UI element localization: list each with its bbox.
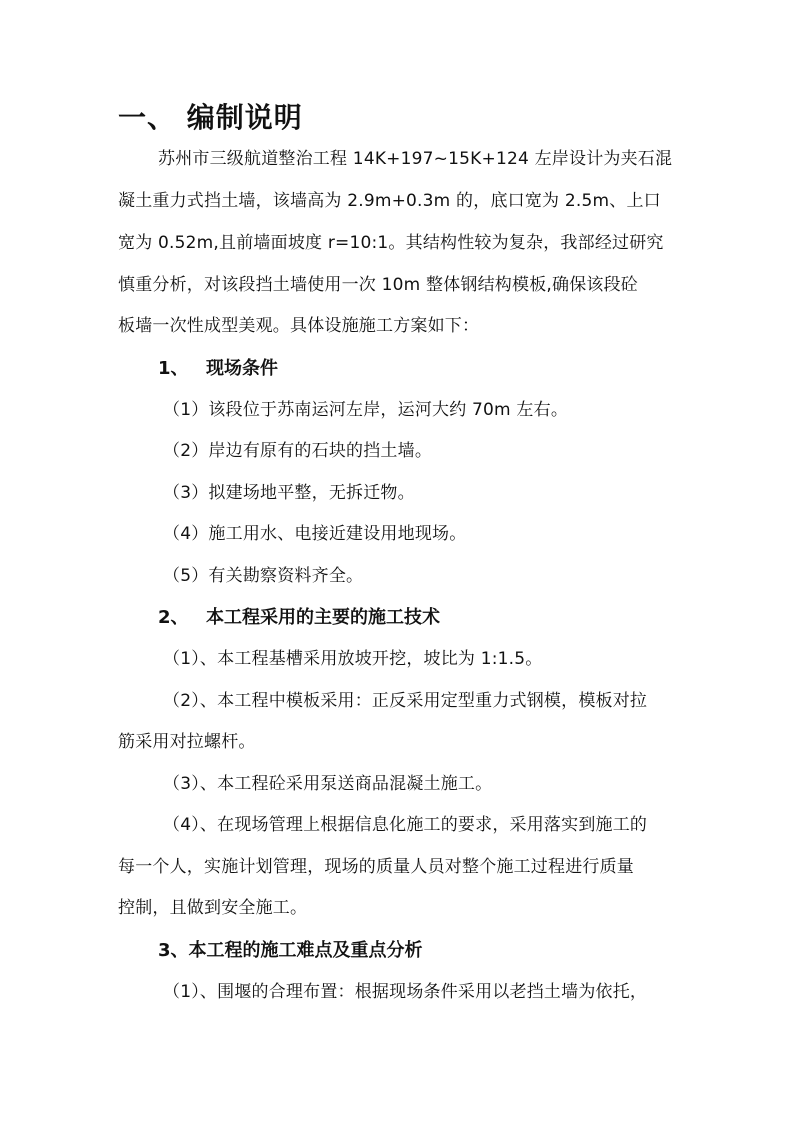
section-1-heading <box>158 357 278 381</box>
section-2-line-3: 筋采用对拉螺杆。 <box>118 732 256 752</box>
section-2-heading <box>158 606 440 630</box>
intro-line-5: 板墙一次性成型美观。具体设施施工方案如下： <box>118 316 480 336</box>
section-3-heading: 3、本工程的施工难点及重点分析 <box>158 940 423 961</box>
section-2-line-2: （2）、本工程中模板采用：正反采用定型重力式钢模，模板对拉 <box>163 691 648 711</box>
page-title: 一、 编制说明 <box>118 101 303 134</box>
section-1-item-1: （1）该段位于苏南运河左岸，运河大约 70m 左右。 <box>163 400 569 420</box>
section-1-title: 现场条件 <box>206 358 278 379</box>
section-2-line-6: 每一个人，实施计划管理，现场的质量人员对整个施工过程进行质量 <box>118 857 634 877</box>
section-3-line-1: （1）、围堰的合理布置：根据现场条件采用以老挡土墙为依托， <box>163 982 648 1002</box>
section-1-item-4: （4）施工用水、电接近建设用地现场。 <box>163 524 467 544</box>
section-2-line-1: （1）、本工程基槽采用放坡开挖，坡比为 1:1.5。 <box>163 649 543 669</box>
intro-line-4: 慎重分析，对该段挡土墙使用一次 10m 整体钢结构模板,确保该段砼 <box>118 275 639 295</box>
section-1-item-3: （3）拟建场地平整，无拆迁物。 <box>163 483 415 503</box>
section-1-number: 1、 <box>158 358 189 379</box>
section-1-item-5: （5）有关勘察资料齐全。 <box>163 566 364 586</box>
section-2-title: 本工程采用的主要的施工技术 <box>206 607 440 628</box>
intro-line-2: 凝土重力式挡土墙，该墙高为 2.9m+0.3m 的，底口宽为 2.5m、上口 <box>118 191 661 211</box>
intro-line-1: 苏州市三级航道整治工程 14K+197~15K+124 左岸设计为夹石混 <box>158 149 673 169</box>
section-2-number: 2、 <box>158 607 189 628</box>
section-1-item-2: （2）岸边有原有的石块的挡土墙。 <box>163 441 433 461</box>
section-2-line-7: 控制，且做到安全施工。 <box>118 898 308 918</box>
intro-line-3: 宽为 0.52m,且前墙面坡度 r=10:1。其结构性较为复杂，我部经过研究 <box>118 233 664 253</box>
section-2-line-4: （3）、本工程砼采用泵送商品混凝土施工。 <box>163 774 493 794</box>
section-2-line-5: （4）、在现场管理上根据信息化施工的要求，采用落实到施工的 <box>163 815 648 835</box>
